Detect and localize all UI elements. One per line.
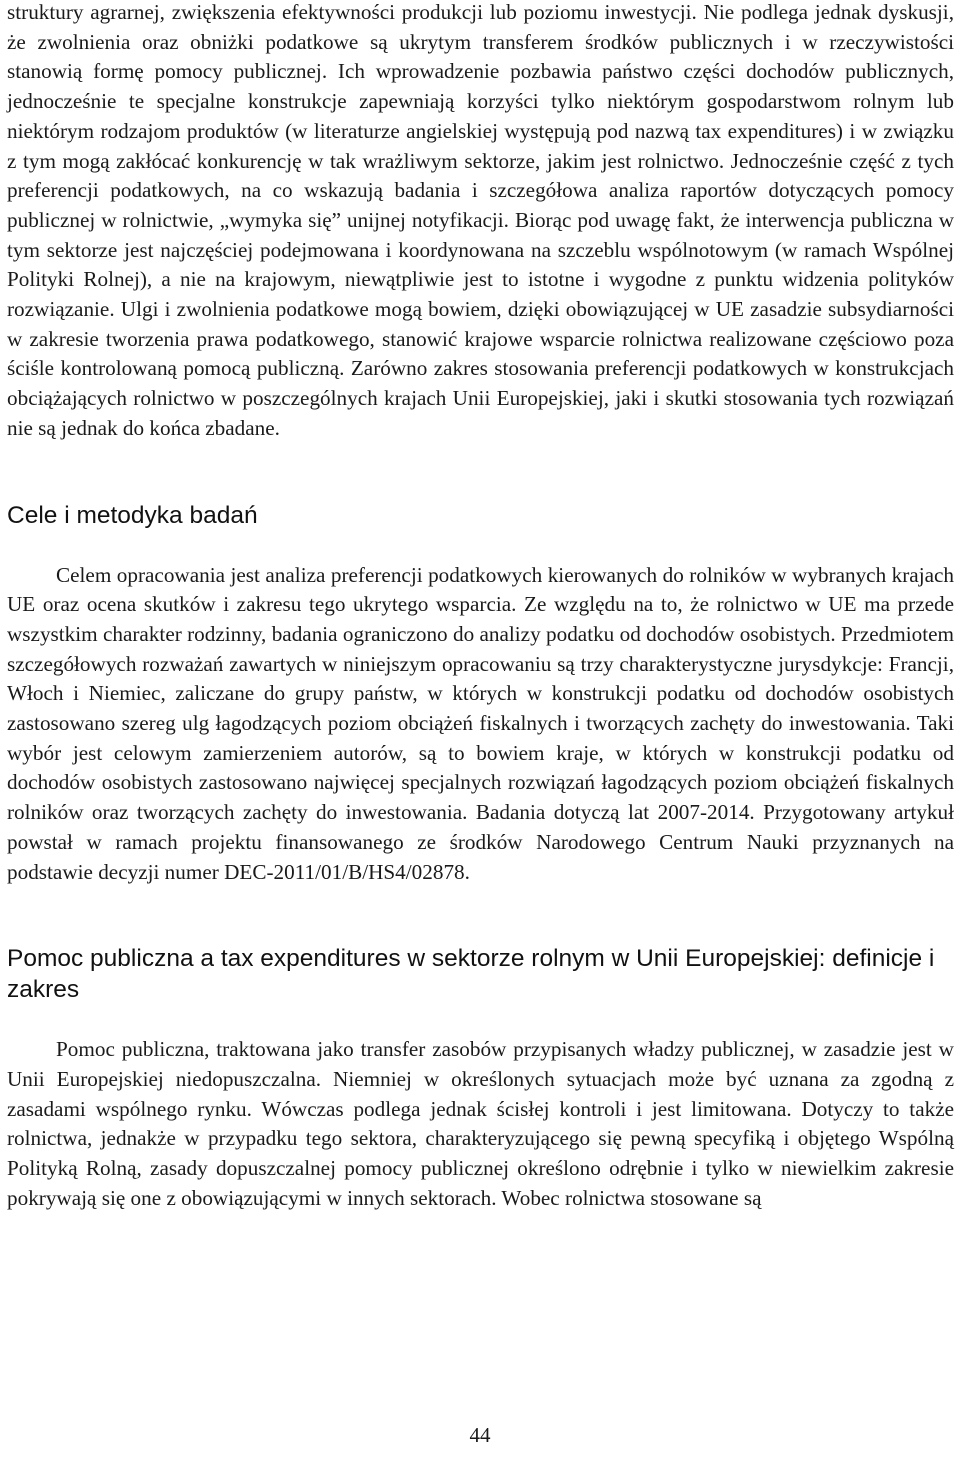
document-page <box>7 0 954 1214</box>
section-heading: Cele i metodyka badań <box>7 501 258 529</box>
body-paragraph: Celem opracowania jest analiza preferencji podatkowych kierowanych do rolników w wybranych krajach UE oraz ocena skutków i zakresu tego ukrytego wsparcia. Ze względu na to, że rolnictwo w UE ma przede wszystkim charakter rodzinny, badania ograniczono do analizy podatku od dochodów osobistych. Przedmiotem szczegółowych rozważań zawartych w niniejszym opracowaniu są trzy charakterystyczne jurysdykcje: Francji, Włoch i Niemiec, zaliczane do grupy państw, w których w konstrukcji podatku od dochodów osobistych zastosowano szereg ulg łagodzących poziom obciążeń fiskalnych i tworzących zachęty do inwestowania. Taki wybór jest celowym zamierzeniem autorów, są to bowiem kraje, w których w konstrukcji podatku od dochodów osobistych zastosowano najwięcej specjalnych rozwiązań łagodzących poziom obciążeń fiskalnych rolników oraz tworzących zachęty do inwestowania. Badania dotyczą lat 2007-2014. Przygotowany artykuł powstał w ramach projektu finansowanego ze środków Narodowego Centrum Nauki przyznanych na podstawie decyzji numer DEC-2011/01/B/HS4/02878. <box>7 562 954 884</box>
page-number: 44 <box>469 1423 491 1447</box>
body-paragraph: struktury agrarnej, zwiększenia efektywności produkcji lub poziomu inwestycji. Nie podlega jednak dyskusji, że zwolnienia oraz obniżki podatkowe są ukrytym transferem środków publicznych i w rzeczywistości stanowią formę pomocy publicznej. Ich wprowadzenie pozbawia państwo części dochodów publicznych, jednocześnie te specjalne konstrukcje zapewniają korzyści tylko niektórym gospodarstwom rolnym lub niektórym rodzajom produktów (w literaturze angielskiej występują pod nazwą tax expenditures) i w związku z tym mogą zakłócać konkurencję w tak wrażliwym sektorze, jakim jest rolnictwo. Jednocześnie część z tych preferencji podatkowych, na co wskazują badania i szczegółowa analiza raportów dotyczących pomocy publicznej w rolnictwie, „wymyka się” unijnej notyfikacji. Biorąc pod uwagę fakt, że interwencja publiczna w tym sektorze jest najczęściej podejmowana i koordynowana na szczeblu wspólnotowym (w ramach Wspólnej Polityki Rolnej), a nie na krajowym, niewątpliwie jest to istotne i wygodne z punktu widzenia polityków rozwiązanie. Ulgi i zwolnienia podatkowe mogą bowiem, dzięki obowiązującej w UE zasadzie subsydiarności w zakresie tworzenia prawa podatkowego, stanowić krajowe wsparcie rolnictwa realizowane częściowo poza ściśle kontrolowaną pomocą publiczną. Zarówno zakres stosowania preferencji podatkowych w konstrukcjach obciążających rolnictwo w poszczególnych krajach Unii Europejskiej, jaki i skutki stosowania tych rozwiązań nie są jednak do końca zbadane. <box>7 0 954 440</box>
body-paragraph: Pomoc publiczna, traktowana jako transfer zasobów przypisanych władzy publicznej, w zasadzie jest w Unii Europejskiej niedopuszczalna. Niemniej w określonych sytuacjach może być uznana za zgodną z zasadami wspólnego rynku. Wówczas podlega jednak ścisłej kontroli i jest limitowana. Dotyczy to także rolnictwa, jednakże w przypadku tego sektora, charakteryzującego się pewną specyfiką i objętego Wspólną Polityką Rolną, zasady dopuszczalnej pomocy publicznej określono odrębnie i tylko w niewielkim zakresie pokrywają się one z obowiązującymi w innych sektorach. Wobec rolnictwa stosowane są <box>7 1037 954 1210</box>
section-heading: Pomoc publiczna a tax expenditures w sektorze rolnym w Unii Europejskiej: definicje i zakres <box>7 945 935 1004</box>
